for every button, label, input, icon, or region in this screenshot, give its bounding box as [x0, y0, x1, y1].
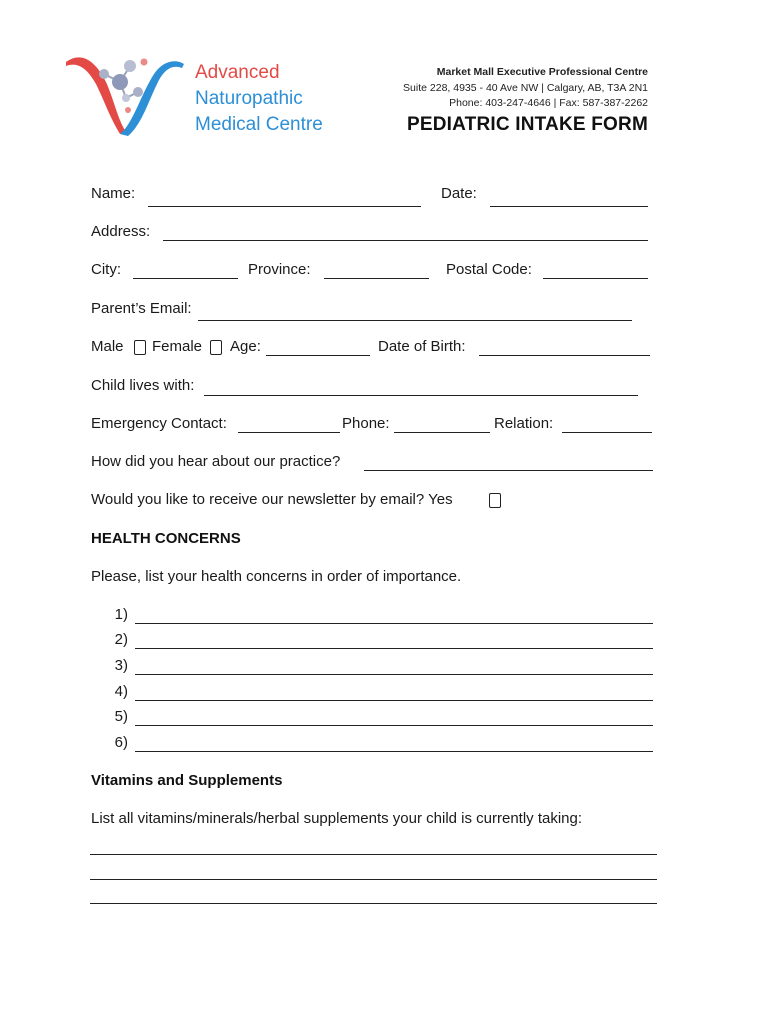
province-field[interactable] — [324, 278, 429, 279]
parent-email-field[interactable] — [198, 320, 632, 321]
date-field[interactable] — [490, 206, 648, 207]
health-concerns-instruction: Please, list your health concerns in order of importance. — [91, 568, 462, 585]
vitamins-field-3[interactable] — [90, 903, 657, 904]
hear-about-field[interactable] — [364, 470, 653, 471]
hear-about-label: How did you hear about our practice? — [91, 453, 341, 470]
age-field[interactable] — [266, 355, 370, 356]
female-label: Female — [152, 338, 203, 355]
clinic-name-line2: Naturopathic — [195, 88, 303, 109]
male-checkbox[interactable] — [134, 340, 146, 355]
health-concern-field-3[interactable] — [135, 674, 653, 675]
postal-code-field[interactable] — [543, 278, 648, 279]
male-label: Male — [91, 338, 124, 355]
clinic-contact-info — [403, 65, 648, 112]
clinic-building: Market Mall Executive Professional Centre — [436, 66, 648, 78]
address-field[interactable] — [163, 240, 648, 241]
health-item-number: 1) — [114, 606, 128, 623]
health-item-number: 6) — [114, 734, 128, 751]
child-lives-with-field[interactable] — [204, 395, 638, 396]
parent-email-label: Parent’s Email: — [91, 300, 192, 317]
age-label: Age: — [230, 338, 261, 355]
city-label: City: — [91, 261, 121, 278]
date-label: Date: — [441, 185, 477, 202]
health-concern-field-5[interactable] — [135, 725, 653, 726]
clinic-phone-fax: Phone: 403-247-4646 | Fax: 587-387-2262 — [449, 97, 648, 109]
vitamins-field-2[interactable] — [90, 879, 657, 880]
health-item-number: 2) — [114, 631, 128, 648]
name-field[interactable] — [148, 206, 421, 207]
address-label: Address: — [91, 223, 151, 240]
emergency-contact-field[interactable] — [238, 432, 340, 433]
phone-label: Phone: — [342, 415, 390, 432]
health-concern-field-4[interactable] — [135, 700, 653, 701]
form-title: PEDIATRIC INTAKE FORM — [407, 114, 648, 135]
vitamins-heading: Vitamins and Supplements — [91, 772, 283, 789]
vitamins-field-1[interactable] — [90, 854, 657, 855]
clinic-logo — [62, 52, 188, 138]
clinic-logo-text — [195, 60, 323, 138]
newsletter-label: Would you like to receive our newsletter by email? Yes — [91, 491, 453, 508]
phone-field[interactable] — [394, 432, 490, 433]
vitamins-instruction: List all vitamins/minerals/herbal supplements your child is currently taking: — [91, 810, 583, 827]
emergency-contact-label: Emergency Contact: — [91, 415, 227, 432]
relation-label: Relation: — [494, 415, 554, 432]
clinic-address: Suite 228, 4935 - 40 Ave NW | Calgary, AB, T3A 2N1 — [403, 81, 648, 94]
health-item-number: 3) — [114, 657, 128, 674]
newsletter-yes-checkbox[interactable] — [489, 493, 501, 508]
health-concerns-heading: HEALTH CONCERNS — [91, 530, 241, 547]
child-lives-with-label: Child lives with: — [91, 377, 195, 394]
female-checkbox[interactable] — [210, 340, 222, 355]
postal-code-label: Postal Code: — [446, 261, 532, 278]
city-field[interactable] — [133, 278, 238, 279]
health-concern-field-1[interactable] — [135, 623, 653, 624]
dob-field[interactable] — [479, 355, 650, 356]
name-label: Name: — [91, 185, 136, 202]
clinic-name-line1: Advanced — [195, 62, 280, 83]
relation-field[interactable] — [562, 432, 652, 433]
health-item-number: 5) — [114, 708, 128, 725]
health-concern-field-6[interactable] — [135, 751, 653, 752]
province-label: Province: — [248, 261, 311, 278]
clinic-name-line3: Medical Centre — [195, 114, 323, 135]
health-concern-field-2[interactable] — [135, 648, 653, 649]
health-item-number: 4) — [114, 683, 128, 700]
dob-label: Date of Birth: — [378, 338, 466, 355]
